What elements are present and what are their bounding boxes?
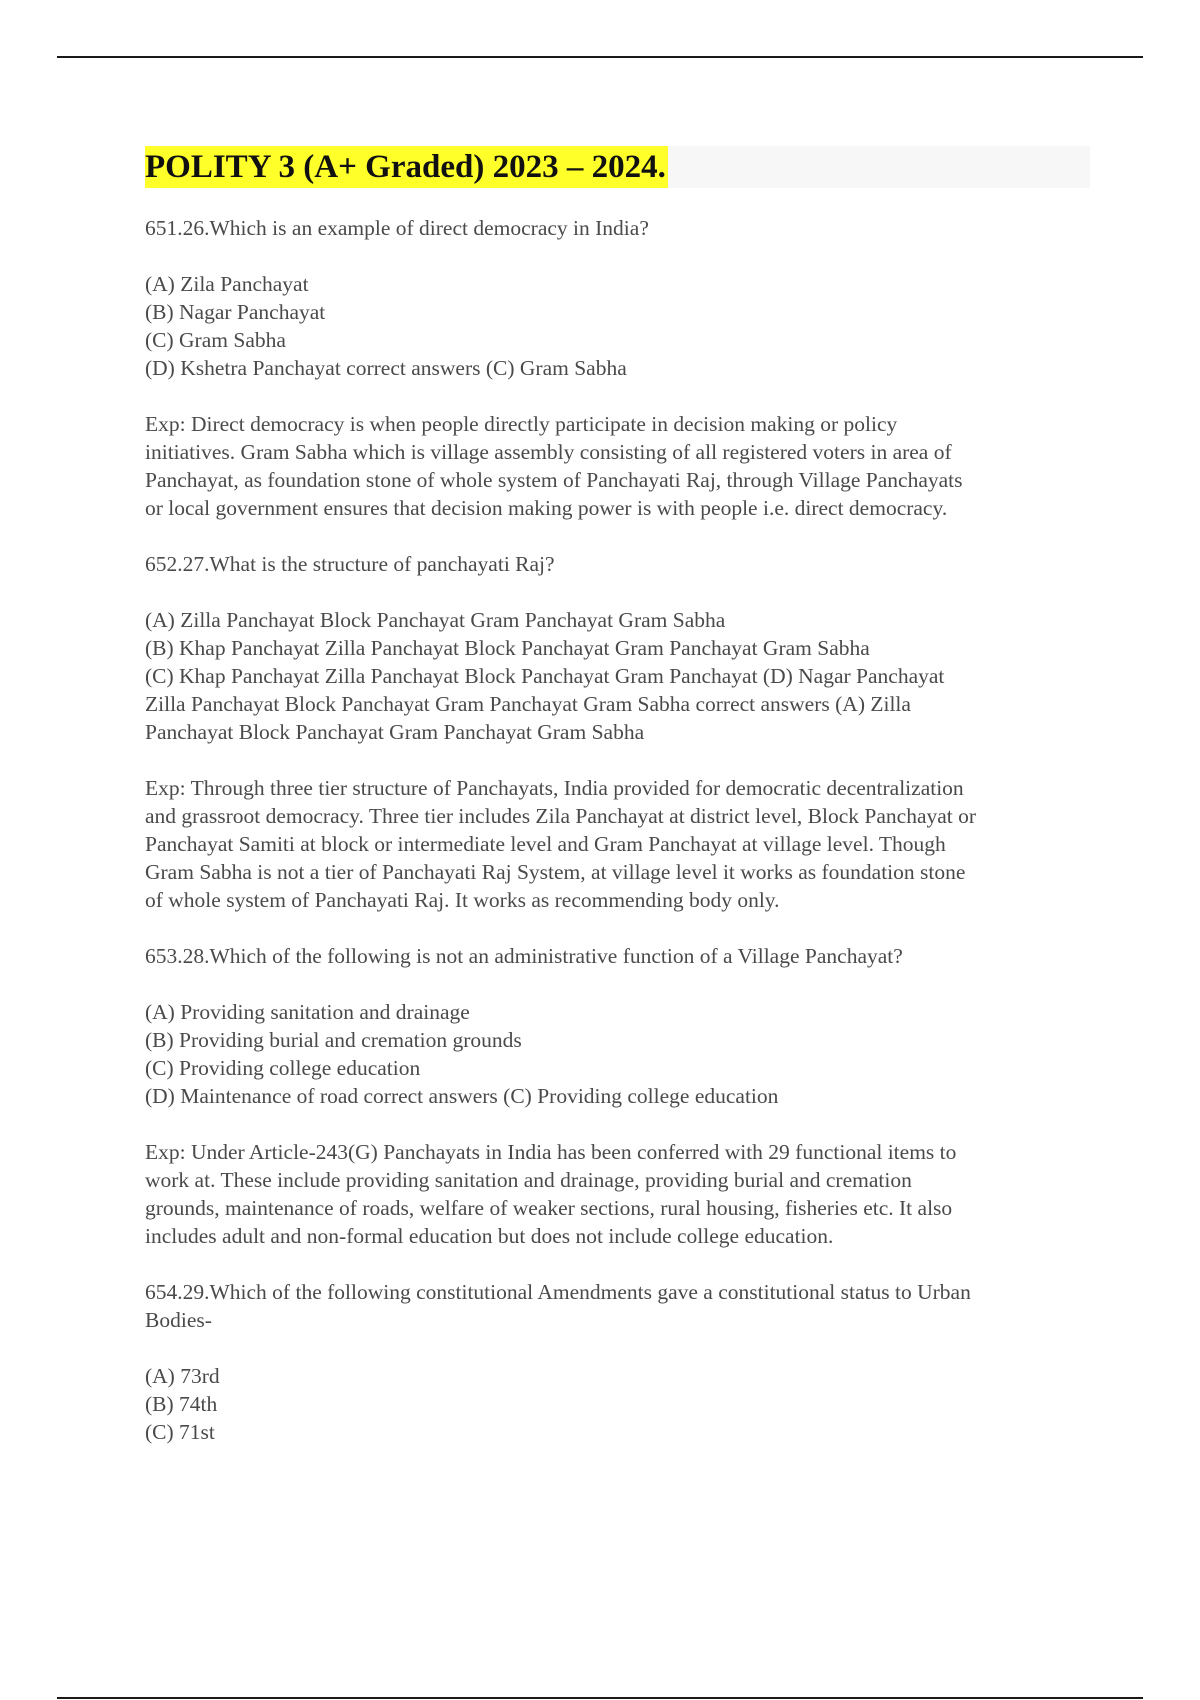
explanation-line: Exp: Through three tier structure of Panchayats, India provided for democratic decentralization — [145, 776, 964, 800]
explanation-line: Exp: Under Article-243(G) Panchayats in India has been conferred with 29 functional items to — [145, 1140, 957, 1164]
question-text-continuation: Bodies- — [145, 1308, 212, 1332]
option-d-with-answer: (D) Maintenance of road correct answers (C) Providing college education — [145, 1084, 779, 1108]
options-651 — [145, 270, 1090, 382]
option-b: (B) Providing burial and cremation grounds — [145, 1028, 522, 1052]
explanation-line: Exp: Direct democracy is when people directly participate in decision making or policy — [145, 412, 898, 436]
option-continuation: Panchayat Block Panchayat Gram Panchayat Gram Sabha — [145, 720, 645, 744]
explanation-line: and grassroot democracy. Three tier includes Zila Panchayat at district level, Block Panchayat or — [145, 804, 977, 828]
title-bar — [145, 146, 1090, 188]
explanation-652 — [145, 774, 1090, 914]
option-a: (A) Providing sanitation and drainage — [145, 1000, 470, 1024]
option-c: (C) 71st — [145, 1420, 215, 1444]
top-rule — [57, 56, 1143, 58]
explanation-line: or local government ensures that decision making power is with people i.e. direct democracy. — [145, 496, 948, 520]
option-c: (C) Providing college education — [145, 1056, 421, 1080]
explanation-line: initiatives. Gram Sabha which is village assembly consisting of all registered voters in area of — [145, 440, 952, 464]
options-653 — [145, 998, 1090, 1110]
document-title: POLITY 3 (A+ Graded) 2023 – 2024. — [145, 146, 668, 188]
explanation-651 — [145, 410, 1090, 522]
explanation-line: Panchayat Samiti at block or intermediate level and Gram Panchayat at village level. Though — [145, 832, 946, 856]
question-651 — [145, 214, 1090, 242]
explanation-line: Gram Sabha is not a tier of Panchayati Raj System, at village level it works as foundation stone — [145, 860, 966, 884]
question-text: 651.26.Which is an example of direct democracy in India? — [145, 216, 649, 240]
document-body — [145, 146, 1090, 1474]
question-text: 652.27.What is the structure of panchayati Raj? — [145, 552, 555, 576]
option-d-with-answer: (D) Kshetra Panchayat correct answers (C) Gram Sabha — [145, 356, 627, 380]
question-text: 653.28.Which of the following is not an administrative function of a Village Panchayat? — [145, 944, 903, 968]
option-a: (A) Zilla Panchayat Block Panchayat Gram Panchayat Gram Sabha — [145, 608, 726, 632]
options-652 — [145, 606, 1090, 746]
option-c-d: (C) Khap Panchayat Zilla Panchayat Block Panchayat Gram Panchayat (D) Nagar Panchayat — [145, 664, 945, 688]
explanation-line: includes adult and non-formal education but does not include college education. — [145, 1224, 834, 1248]
option-b: (B) 74th — [145, 1392, 218, 1416]
explanation-line: work at. These include providing sanitation and drainage, providing burial and cremation — [145, 1168, 912, 1192]
bottom-rule — [57, 1697, 1143, 1699]
options-654 — [145, 1362, 1090, 1446]
explanation-653 — [145, 1138, 1090, 1250]
option-c: (C) Gram Sabha — [145, 328, 286, 352]
explanation-line: Panchayat, as foundation stone of whole system of Panchayati Raj, through Village Panchayats — [145, 468, 963, 492]
explanation-line: of whole system of Panchayati Raj. It works as recommending body only. — [145, 888, 780, 912]
question-654 — [145, 1278, 1090, 1334]
option-b: (B) Khap Panchayat Zilla Panchayat Block Panchayat Gram Panchayat Gram Sabha — [145, 636, 870, 660]
explanation-line: grounds, maintenance of roads, welfare of weaker sections, rural housing, fisheries etc. It also — [145, 1196, 953, 1220]
option-a: (A) 73rd — [145, 1364, 220, 1388]
option-continuation: Zilla Panchayat Block Panchayat Gram Panchayat Gram Sabha correct answers (A) Zilla — [145, 692, 911, 716]
option-b: (B) Nagar Panchayat — [145, 300, 326, 324]
question-652 — [145, 550, 1090, 578]
question-text: 654.29.Which of the following constitutional Amendments gave a constitutional status to Urban — [145, 1280, 971, 1304]
question-653 — [145, 942, 1090, 970]
option-a: (A) Zila Panchayat — [145, 272, 309, 296]
